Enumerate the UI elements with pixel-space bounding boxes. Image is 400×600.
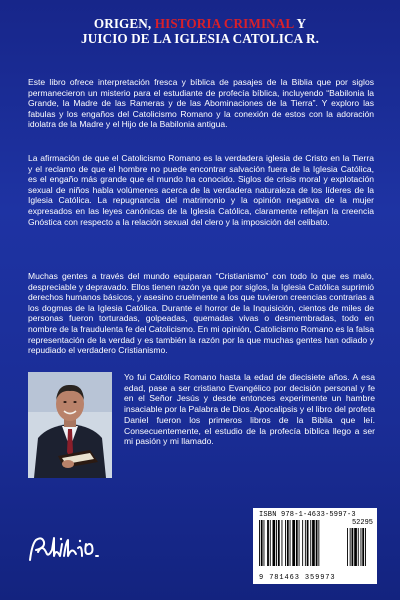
title-red-part: HISTORIA CRIMINAL	[154, 16, 294, 31]
blurb-paragraph-2: La afirmación de que el Catolicismo Romano es la verdadera iglesia de Cristo en la Tierra y el reclamo de que el hombre no puede encontrar salvación fuera de la Iglesia Católica, es el engaño más grande que el mundo ha conocido. Siglos de crisis moral y explotación sexual de niños habla volúmenes acerca de la verdadera naturaleza de los líderes de la Iglesia Católica. La repugnancia del matrimonio y la opinión negativa de la mujer expresados en las leyes canónicas de la Iglesia Católica, claramente reflejan la creencia Gnóstica con respecto a la relación sexual del clero y la imposición del celibato.	[28, 153, 374, 227]
isbn-text: ISBN 978-1-4633-5997-3	[259, 511, 356, 519]
isbn-barcode	[253, 508, 377, 584]
blurb-paragraph-1: Este libro ofrece interpretación fresca y bíblica de pasajes de la Biblia que por siglos permanecieron un misterio para el estudiante de profecía bíblica, incluyendo “Babilonia la Grande, la Madre de las Rameras y de las Abominaciones de la Tierra”. Y exploro las fabulas y los engaños del Catolicismo Romano y la conexión de estos con la adoración idolatra de la Madre y el Hijo de la Babilonia antigua.	[28, 77, 374, 130]
author-photo	[28, 372, 112, 478]
barcode-bars	[259, 520, 371, 570]
title-part2: Y	[293, 16, 307, 31]
author-portrait-icon	[28, 372, 112, 478]
publisher-logo	[24, 530, 114, 575]
barcode-number: 9 781463 359973	[259, 574, 336, 582]
palibrio-logo-icon	[24, 530, 114, 570]
author-bio: Yo fui Católico Romano hasta la edad de diecisiete años. A esa edad, pase a ser cristiano Evangélico por decisión personal y fe en el Señor Jesús y desde entonces experimente un hambre insaciable por la Palabra de Dios. Apocalipsis y el libro del profeta Daniel fueron los primeros libros de la Biblia que leí. Consecuentemente, el estudio de la profecía bíblica llego a ser mi pasión y mi llamado.	[124, 372, 375, 447]
book-title	[20, 16, 380, 46]
title-line2: JUICIO DE LA IGLESIA CATOLICA R.	[81, 31, 319, 46]
price-code: 52295	[351, 519, 373, 527]
title-part1: ORIGEN,	[93, 16, 155, 31]
blurb-paragraph-3: Muchas gentes a través del mundo equiparan “Cristianismo” con todo lo que es malo, despreciable y depravado. Ellos tienen razón ya que por siglos, la Iglesia Católica suprimió derechos humanos básicos, y asesino cruelmente a los que tuvieron creencias contrarias a los dogmas de la Iglesia Católica. Durante el horror de la Inquisición, cientos de miles de personas fueron torturadas, golpeadas, quemadas vivas o desmembradas, todo en nombre de la fraudulenta fe del Catolicismo. En mi opinión, Catolicismo Romano es la falsa representación de la verdad y es también la razón por la que muchas gentes han odiado y repudiado el verdadero Cristianismo.	[28, 271, 374, 356]
